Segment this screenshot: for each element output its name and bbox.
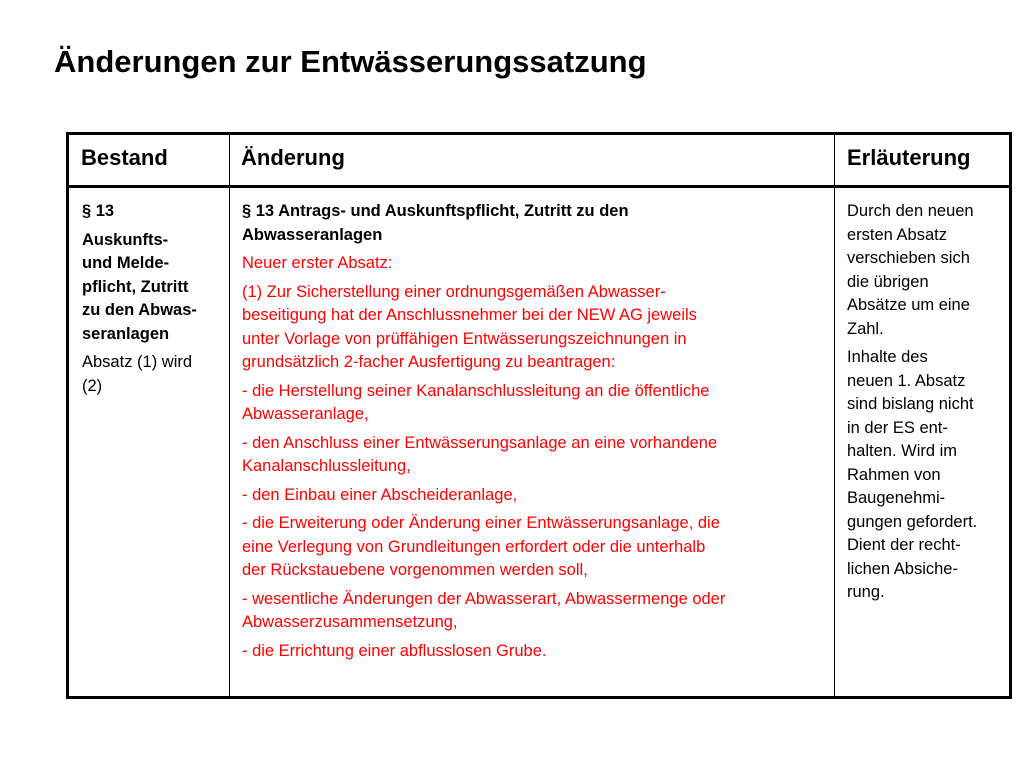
text-line: - die Errichtung einer abflusslosen Grube.: [242, 641, 547, 660]
text-line: Abwasserzusammensetzung,: [242, 613, 458, 631]
text-line: Abwasseranlage,: [242, 405, 369, 423]
text-line: pflicht, Zutritt: [82, 277, 189, 296]
bestand-paragraph-number: § 13: [82, 202, 115, 220]
text-line: Kanalanschlussleitung,: [242, 457, 411, 475]
text-line: der Rückstauebene vorgenommen werden soll,: [242, 561, 588, 579]
page-title: Änderungen zur Entwässerungssatzung: [54, 44, 647, 79]
erlaeuterung-paragraph: [847, 200, 1005, 341]
text-line: - die Herstellung seiner Kanalanschlussleitung an die öffentliche: [242, 381, 710, 400]
text-line: Absätze um eine: [847, 296, 970, 314]
text-line: gungen gefordert.: [847, 512, 978, 531]
text-line: zu den Abwas-: [82, 301, 197, 319]
list-item: [242, 432, 834, 479]
text-line: Abwasseranlagen: [242, 225, 383, 244]
text-line: sind bislang nicht: [847, 395, 974, 413]
cell-erlaeuterung: [847, 200, 1005, 610]
text-line: Rahmen von: [847, 465, 941, 484]
bestand-note: [82, 351, 222, 398]
text-line: eine Verlegung von Grundleitungen erfordert oder die unterhalb: [242, 537, 706, 556]
bestand-heading: [82, 229, 222, 347]
text-line: Dient der recht-: [847, 536, 961, 554]
list-item: [242, 484, 834, 508]
column-divider: [229, 135, 230, 696]
text-line: lichen Absiche-: [847, 559, 958, 578]
text-line: - den Anschluss einer Entwässerungsanlage an eine vorhandene: [242, 433, 718, 452]
header-erlaeuterung: Erläuterung: [847, 145, 971, 170]
text-line: - den Einbau einer Abscheideranlage,: [242, 485, 518, 504]
list-item: [242, 588, 834, 635]
text-line: die übrigen: [847, 272, 929, 291]
text-line: beseitigung hat der Anschlussnehmer bei der NEW AG jeweils: [242, 306, 697, 324]
new-paragraph-intro: [242, 281, 834, 375]
text-line: neuen 1. Absatz: [847, 371, 966, 390]
list-item: [242, 512, 834, 583]
new-paragraph-label: Neuer erster Absatz:: [242, 254, 393, 272]
text-line: halten. Wird im: [847, 442, 958, 460]
text-line: und Melde-: [82, 254, 170, 272]
column-divider: [834, 135, 835, 696]
header-divider: [69, 185, 1009, 188]
text-line: Auskunfts-: [82, 230, 169, 249]
text-line: - die Erweiterung oder Änderung einer Entwässerungsanlage, die: [242, 514, 720, 532]
comparison-table: [66, 132, 1012, 699]
text-line: verschieben sich: [847, 249, 970, 267]
list-item: [242, 640, 834, 664]
aenderung-heading: [242, 200, 834, 247]
cell-aenderung: [242, 200, 834, 668]
header-bestand: Bestand: [81, 145, 168, 170]
text-line: seranlagen: [82, 324, 170, 343]
text-line: in der ES ent-: [847, 418, 948, 437]
text-line: Durch den neuen: [847, 202, 974, 220]
text-line: ersten Absatz: [847, 225, 947, 244]
text-line: § 13 Antrags- und Auskunftspflicht, Zutritt zu den: [242, 202, 629, 220]
text-line: Baugenehmi-: [847, 489, 946, 507]
text-line: unter Vorlage von prüffähigen Entwässerungszeichnungen in: [242, 329, 687, 348]
header-aenderung: Änderung: [241, 145, 345, 170]
list-item: [242, 380, 834, 427]
text-line: - wesentliche Änderungen der Abwasserart, Abwassermenge oder: [242, 589, 726, 608]
text-line: Absatz (1) wird: [82, 353, 193, 371]
text-line: Inhalte des: [847, 348, 928, 366]
text-line: Zahl.: [847, 319, 884, 338]
text-line: rung.: [847, 583, 885, 601]
cell-bestand: [82, 200, 222, 403]
text-line: grundsätzlich 2-facher Ausfertigung zu beantragen:: [242, 353, 616, 371]
text-line: (1) Zur Sicherstellung einer ordnungsgemäßen Abwasser-: [242, 282, 666, 301]
erlaeuterung-paragraph: [847, 346, 1005, 605]
text-line: (2): [82, 376, 103, 395]
